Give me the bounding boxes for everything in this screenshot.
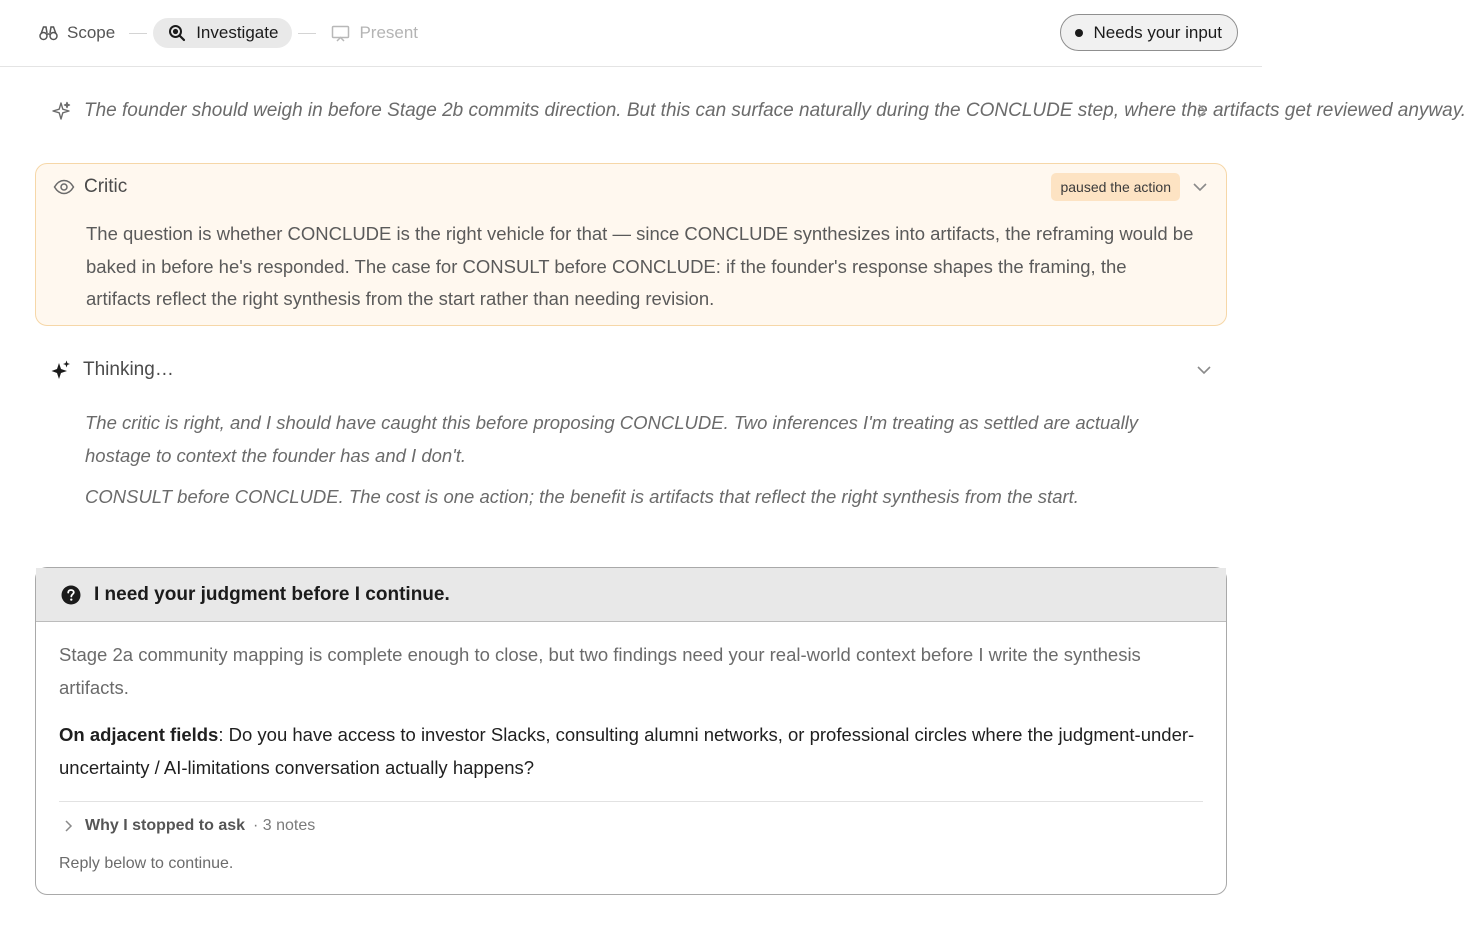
step-investigate-label: Investigate: [196, 23, 279, 42]
divider: [59, 801, 1203, 802]
top-bar: [0, 0, 1262, 67]
chevron-down-icon[interactable]: [1190, 177, 1210, 197]
step-separator: [129, 33, 147, 34]
critic-title: Critic: [84, 176, 128, 197]
critic-body: The question is whether CONCLUDE is the right vehicle for that — since CONCLUDE synthesizes into artifacts, the reframing would be baked in before he's responded. The case for CONSULT before CONCLUDE: if the founder's response shapes the framing, the artifacts reflect the right synthesis from the start rather than needing revision.: [86, 223, 1194, 309]
question-label: On adjacent fields: [59, 724, 219, 745]
critic-header[interactable]: [52, 175, 127, 199]
judgment-request-card: [35, 567, 1227, 895]
reasoning-summary-text: The founder should weigh in before Stage 2b commits direction. But this can surface naturally during the CONCLUDE step, where the artifacts get reviewed anyway.: [84, 100, 1466, 121]
presentation-icon: [330, 23, 350, 43]
thinking-paragraph: CONSULT before CONCLUDE. The cost is one action; the benefit is artifacts that reflect the right synthesis from the start.: [85, 486, 1079, 507]
binoculars-icon: [38, 23, 58, 43]
status-badge: paused the action: [1051, 173, 1180, 201]
thinking-paragraph: The critic is right, and I should have caught this before proposing CONCLUDE. Two inferences I'm treating as settled are actually hostage to context the founder has and I don't.: [85, 412, 1139, 466]
judgment-request-header: [36, 568, 1226, 622]
status-dot: [1075, 29, 1083, 37]
needs-input-status-button[interactable]: [1060, 14, 1238, 51]
search-icon: [167, 23, 187, 43]
status-label: Needs your input: [1093, 22, 1222, 42]
step-scope-label: Scope: [67, 23, 116, 42]
judgment-request-intro: Stage 2a community mapping is complete enough to close, but two findings need your real-world context before I write the synthesis artifacts.: [59, 644, 1141, 698]
chevron-right-icon[interactable]: [1192, 101, 1212, 121]
chevron-down-icon[interactable]: [1194, 360, 1214, 380]
chevron-right-icon: [59, 817, 77, 835]
why-stopped-toggle[interactable]: [59, 814, 315, 838]
step-investigate[interactable]: [153, 18, 292, 48]
step-present-label: Present: [359, 23, 419, 42]
why-stopped-label: Why I stopped to ask: [85, 817, 246, 834]
sparkle-outline-icon: [50, 100, 72, 122]
reply-hint: Reply below to continue.: [59, 855, 234, 872]
step-separator: [298, 33, 316, 34]
step-scope[interactable]: [30, 18, 123, 48]
reasoning-summary-row[interactable]: [50, 96, 1466, 126]
sparkle-icon: [50, 359, 72, 381]
critic-card: [35, 163, 1227, 326]
thinking-title: Thinking…: [83, 359, 174, 380]
thinking-header[interactable]: [50, 356, 1214, 384]
question-text: : Do you have access to investor Slacks, consulting alumni networks, or professional circles where the judgment-under-uncertainty / AI-limitations conversation actually happens?: [59, 724, 1195, 778]
judgment-request-title: I need your judgment before I continue.: [94, 583, 450, 605]
eye-icon: [52, 175, 76, 199]
question-circle-icon: [60, 584, 82, 606]
step-present[interactable]: [322, 18, 426, 48]
notes-count: · 3 notes: [253, 817, 316, 834]
judgment-question: [59, 718, 1199, 784]
progress-steps: [30, 18, 426, 48]
thinking-body: [85, 406, 1205, 513]
